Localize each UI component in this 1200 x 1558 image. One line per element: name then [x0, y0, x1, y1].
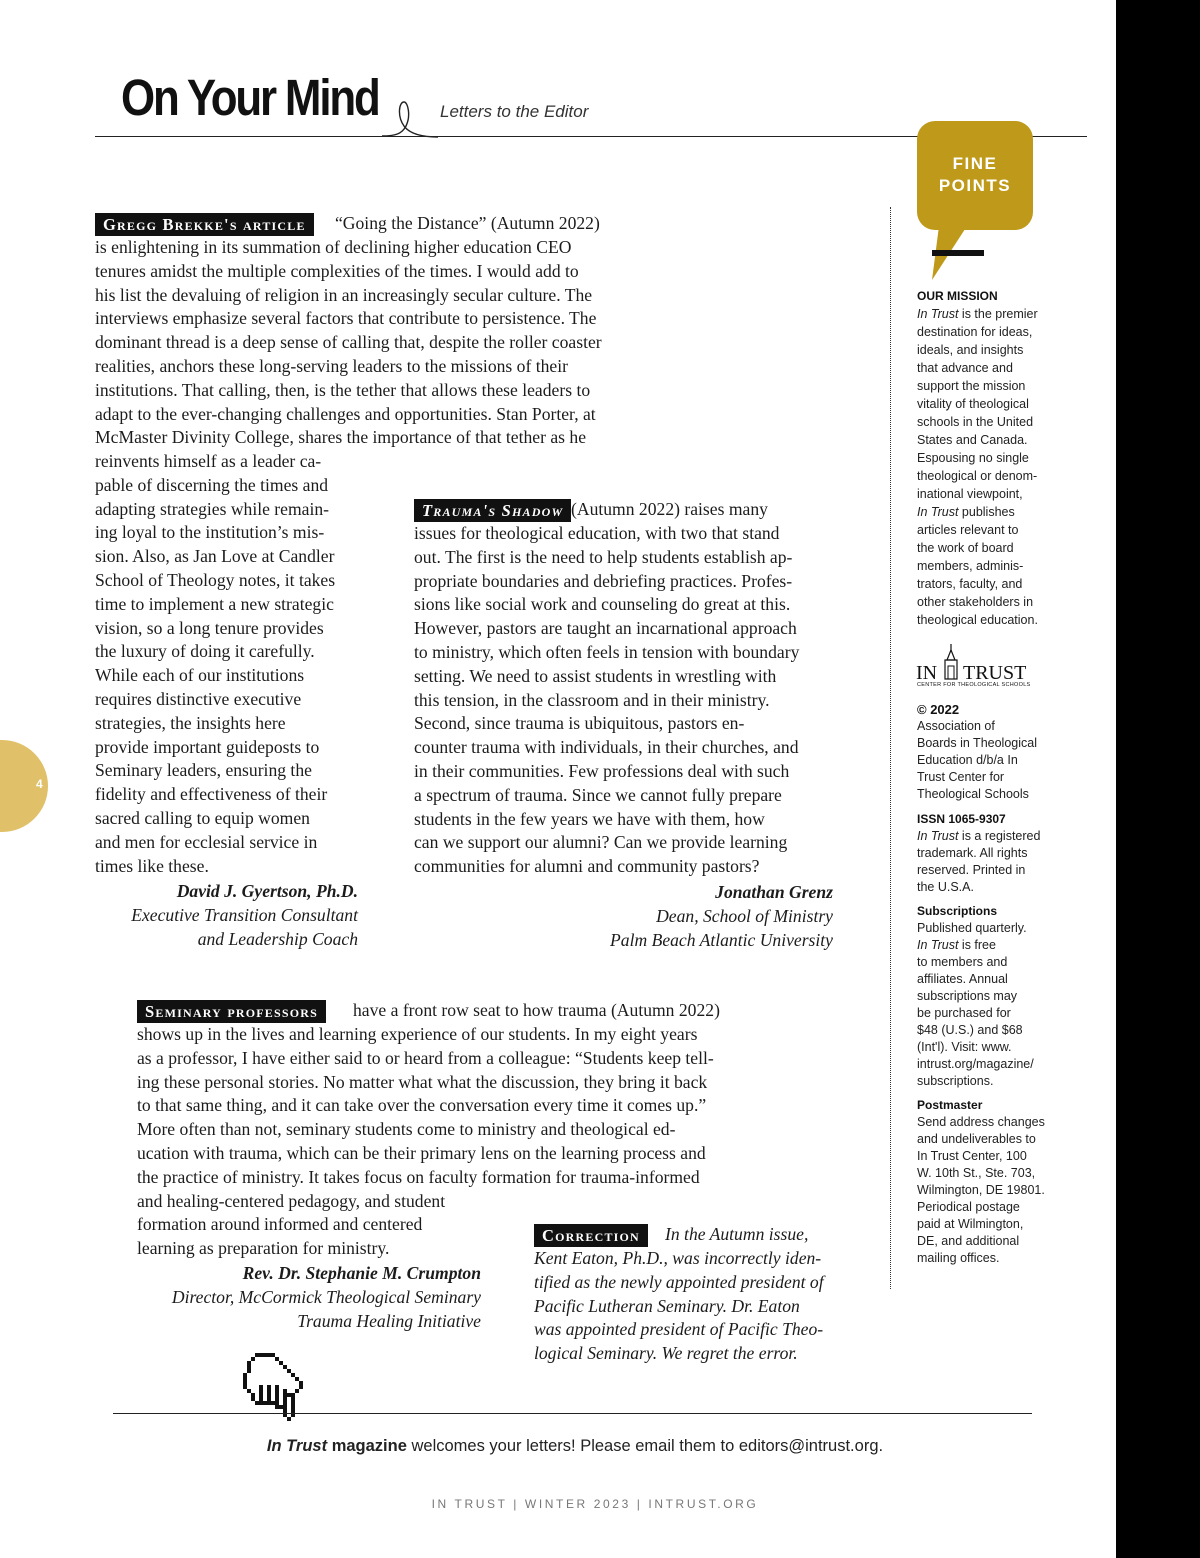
text-line: Second, since trauma is ubiquitous, pastors en-	[414, 713, 745, 734]
sidebar-line-text: States and Canada.	[917, 433, 1028, 447]
text-line: students in the few years we have with them, how	[414, 808, 765, 829]
sidebar-line-text: members, adminis-	[917, 559, 1024, 573]
sidebar-line	[917, 305, 1087, 323]
sidebar-line-text: (Int'l). Visit: www.	[917, 1040, 1012, 1054]
footer-magazine-word: magazine	[327, 1437, 407, 1455]
sidebar-line: paid at Wilmington,	[917, 1217, 1024, 1231]
text-line: in their communities. Few professions deal with such	[414, 761, 790, 781]
sidebar-line	[917, 323, 1087, 341]
sidebar-line-text: ideals, and insights	[917, 343, 1024, 357]
sidebar-line	[917, 575, 1087, 593]
sidebar-line-text: subscriptions.	[917, 1074, 994, 1088]
badge-underline	[932, 250, 984, 256]
text-line: pable of discerning the times and	[95, 474, 329, 495]
fine-points-label	[917, 153, 1033, 197]
signature-title-1: Dean, School of Ministry	[656, 906, 833, 926]
sidebar-line	[917, 413, 1087, 431]
correction-tag: Correction	[534, 1224, 648, 1247]
copyright-heading: © 2022	[917, 702, 960, 717]
text-line: dominant thread is a deep sense of calling that, despite the roller coaster	[95, 332, 602, 353]
running-footer: IN TRUST | WINTER 2023 | INTRUST.ORG	[431, 1497, 759, 1511]
sidebar-line	[917, 503, 1087, 521]
sidebar-line: Periodical postage	[917, 1200, 1020, 1214]
sidebar-line	[917, 1005, 1087, 1022]
signature-title-2: and Leadership Coach	[197, 929, 358, 949]
sidebar-line-text: trademark. All rights	[917, 846, 1028, 860]
sidebar-line	[917, 485, 1087, 503]
sidebar-line-text: theological or denom-	[917, 469, 1038, 483]
sidebar-line	[917, 377, 1087, 395]
sidebar-line: In Trust Center, 100	[917, 1149, 1027, 1163]
signature-name: Jonathan Grenz	[715, 882, 833, 902]
sidebar-line: Wilmington, DE 19801.	[917, 1183, 1045, 1197]
sidebar-line: Send address changes	[917, 1115, 1045, 1129]
text-line: requires distinctive executive	[95, 689, 302, 709]
logo-subtext: CENTER FOR THEOLOGICAL SCHOOLS	[917, 682, 1031, 688]
sidebar-line	[917, 611, 1087, 629]
text-line: times like these.	[95, 855, 209, 876]
sidebar-line-text: be purchased for	[917, 1006, 1011, 1020]
text-line: can we support our alumni? Can we provide learning	[414, 832, 788, 853]
sidebar-line-text: destination for ideas,	[917, 325, 1033, 339]
sidebar-line	[917, 920, 1087, 937]
sidebar-line	[917, 937, 1087, 954]
sidebar-line-text: to members and	[917, 955, 1008, 969]
letter-first-line: (Autumn 2022) raises many	[571, 499, 768, 519]
text-line: realities, anchors these long-serving leaders to the missions of their	[95, 356, 568, 376]
sidebar-line-text: support the mission	[917, 379, 1026, 393]
sidebar-line-text: publishes	[958, 505, 1015, 519]
text-line: logical Seminary. We regret the error.	[534, 1343, 798, 1364]
letter-tag: Gregg Brekke's article	[95, 213, 314, 236]
page-subtitle: Letters to the Editor	[440, 102, 589, 121]
sidebar-line	[917, 828, 1087, 845]
sidebar-line: Education d/b/a In	[917, 753, 1018, 767]
letter-tag: Seminary professors	[137, 1000, 326, 1023]
sidebar-line: DE, and additional	[917, 1234, 1020, 1248]
sidebar-line-text: articles relevant to	[917, 523, 1019, 537]
text-line: Seminary leaders, ensuring the	[95, 760, 312, 781]
text-line: sions like social work and counseling do great at this.	[414, 594, 791, 615]
footer-letters-invite	[0, 1437, 1150, 1456]
text-line: to that same thing, and it can take over the conversation every time it comes up.”	[137, 1095, 707, 1116]
sidebar-line-text: subscriptions may	[917, 989, 1018, 1003]
sidebar-line-italic: In Trust	[917, 938, 959, 952]
mission-heading: OUR MISSION	[917, 289, 998, 303]
signature-title-1: Executive Transition Consultant	[131, 905, 358, 925]
text-line: Kent Eaton, Ph.D., was incorrectly iden-	[534, 1248, 822, 1268]
sidebar-line-italic: In Trust	[917, 505, 959, 519]
sidebar-line	[917, 1022, 1087, 1039]
text-line: his list the devaluing of religion in an increasingly secular culture. The	[95, 284, 593, 305]
text-line: and men for ecclesial service in	[95, 831, 318, 852]
logo-trust-text: TRUST	[963, 662, 1027, 684]
text-line: Pacific Lutheran Seminary. Dr. Eaton	[534, 1295, 800, 1316]
sidebar-line-italic: In Trust	[917, 829, 959, 843]
sidebar-line-text: Published quarterly.	[917, 921, 1027, 935]
text-line: interviews emphasize several factors that contribute to persistence. The	[95, 308, 597, 329]
page-title: On Your Mind	[121, 69, 379, 126]
fine-points-line1: FINE	[952, 154, 998, 173]
sidebar-line-text: the U.S.A.	[917, 880, 974, 894]
text-line: strategies, the insights here	[95, 712, 286, 733]
correction-first-line: In the Autumn issue,	[665, 1224, 809, 1244]
sidebar-divider	[890, 207, 891, 1289]
sidebar-line	[917, 467, 1087, 485]
chapel-logo-icon	[938, 642, 964, 682]
text-line: adapting strategies while remain-	[95, 498, 330, 519]
page-number: 4	[36, 777, 43, 791]
text-line: counter trauma with individuals, in their churches, and	[414, 737, 799, 758]
sidebar-line-text: is the premier	[958, 307, 1038, 321]
sidebar-line: and undeliverables to	[917, 1132, 1036, 1146]
text-line: and healing-centered pedagogy, and student	[137, 1190, 446, 1211]
text-line: communities for alumni and community pastors?	[414, 856, 760, 877]
signature-name: David J. Gyertson, Ph.D.	[176, 881, 358, 901]
sidebar-line-text: is free	[958, 938, 996, 952]
sidebar-line	[917, 539, 1087, 557]
sidebar-line	[917, 521, 1087, 539]
sidebar-line	[917, 1056, 1087, 1073]
letter-first-line: “Going the Distance” (Autumn 2022)	[335, 213, 600, 233]
sidebar-line	[917, 449, 1087, 467]
sidebar-line-text: vitality of theological	[917, 397, 1029, 411]
text-line: reinvents himself as a leader ca-	[95, 451, 322, 471]
text-line: was appointed president of Pacific Theo-	[534, 1319, 824, 1340]
issn-text	[917, 828, 1087, 896]
sidebar-line	[917, 593, 1087, 611]
text-line: tenures amidst the multiple complexities of the times. I would add to	[95, 260, 579, 281]
subscriptions-heading: Subscriptions	[917, 904, 998, 918]
text-line: setting. We need to assist students in wrestling with	[414, 665, 777, 686]
sidebar-line: mailing offices.	[917, 1251, 1000, 1265]
text-line: formation around informed and centered	[137, 1214, 423, 1235]
postmaster-text	[917, 1114, 1087, 1267]
sidebar-line: W. 10th St., Ste. 703,	[917, 1166, 1036, 1180]
text-line: as a professor, I have either said to or heard from a colleague: “Students keep tell-	[137, 1047, 714, 1068]
text-line: fidelity and effectiveness of their	[95, 784, 328, 805]
text-line: provide important guideposts to	[95, 736, 320, 757]
text-line: issues for theological education, with two that stand	[414, 523, 780, 543]
sidebar-line	[917, 845, 1087, 862]
text-line: shows up in the lives and learning experience of our students. In my eight years	[137, 1024, 698, 1044]
sidebar-line-text: schools in the United	[917, 415, 1034, 429]
sidebar-line-text: affiliates. Annual	[917, 972, 1008, 986]
text-line: a spectrum of trauma. Since we cannot fully prepare	[414, 784, 782, 805]
text-line: learning as preparation for ministry.	[137, 1238, 390, 1259]
text-line: is enlightening in its summation of declining higher education CEO	[95, 237, 572, 257]
text-line: institutions. That calling, then, is the tether that allows these leaders to	[95, 379, 591, 400]
text-line: tified as the newly appointed president of	[534, 1271, 824, 1292]
text-line: sacred calling to equip women	[95, 808, 310, 828]
sidebar-line	[917, 862, 1087, 879]
sidebar-line: Association of	[917, 719, 995, 733]
sidebar-line	[917, 988, 1087, 1005]
sidebar-line: Boards in Theological	[917, 736, 1037, 750]
page-edge-bar	[1116, 0, 1200, 1558]
letter-tag: Trauma's Shadow	[414, 499, 571, 522]
footer-rule	[113, 1413, 1032, 1414]
text-line: However, pastors are taught an incarnational approach	[414, 618, 797, 639]
text-line: propriate boundaries and debriefing practices. Profes-	[414, 570, 793, 591]
sidebar-line	[917, 1073, 1087, 1090]
text-line: the practice of ministry. It takes focus on faculty formation for trauma-informed	[137, 1166, 700, 1187]
sidebar-line	[917, 341, 1087, 359]
text-line: While each of our institutions	[95, 665, 305, 686]
sidebar-line	[917, 557, 1087, 575]
sidebar-line: Trust Center for	[917, 770, 1005, 784]
subscriptions-text	[917, 920, 1087, 1090]
signature-name: Rev. Dr. Stephanie M. Crumpton	[242, 1263, 481, 1283]
sidebar-line	[917, 954, 1087, 971]
text-line: vision, so a long tenure provides	[95, 617, 324, 638]
sidebar-line-italic: In Trust	[917, 307, 959, 321]
sidebar-line-text: that advance and	[917, 361, 1013, 375]
sidebar-line-text: other stakeholders in	[917, 595, 1034, 609]
sidebar-line-text: trators, faculty, and	[917, 577, 1023, 591]
signature-title-2: Palm Beach Atlantic University	[610, 930, 833, 950]
sidebar-line	[917, 359, 1087, 377]
text-line: out. The first is the need to help students establish ap-	[414, 546, 793, 567]
signature-title-2: Trauma Healing Initiative	[297, 1311, 481, 1331]
sidebar-line-text: inational viewpoint,	[917, 487, 1023, 501]
letter-first-line: have a front row seat to how trauma (Autumn 2022)	[353, 1000, 720, 1020]
logo-in-text: IN	[916, 662, 938, 684]
text-line: adapt to the ever-changing challenges and opportunities. Stan Porter, at	[95, 403, 596, 424]
text-line: McMaster Divinity College, shares the importance of that tether as he	[95, 427, 587, 448]
sidebar-line	[917, 971, 1087, 988]
postmaster-heading: Postmaster	[917, 1098, 983, 1112]
sidebar-line-text: reserved. Printed in	[917, 863, 1026, 877]
text-line: School of Theology notes, it takes	[95, 570, 336, 590]
fine-points-line2: POINTS	[938, 176, 1012, 195]
sidebar-line	[917, 431, 1087, 449]
issn-heading: ISSN 1065-9307	[917, 812, 1006, 826]
sidebar-line	[917, 1039, 1087, 1056]
sidebar-line: Theological Schools	[917, 787, 1029, 801]
loop-decoration-icon	[380, 96, 440, 141]
text-line: ing loyal to the institution’s mis-	[95, 522, 325, 543]
sidebar-line-text: theological education.	[917, 613, 1038, 627]
mission-text	[917, 305, 1087, 629]
text-line: ing these personal stories. No matter what what the discussion, they bring it back	[137, 1071, 708, 1092]
footer-message: welcomes your letters! Please email them to editors@intrust.org.	[406, 1437, 884, 1455]
sidebar-line-text: is a registered	[958, 829, 1041, 843]
sidebar-line	[917, 879, 1087, 896]
copyright-text	[917, 718, 1087, 803]
text-line: time to implement a new strategic	[95, 593, 334, 614]
text-line: to ministry, which often feels in tension with boundary	[414, 642, 800, 662]
sidebar-line	[917, 395, 1087, 413]
signature-title-1: Director, McCormick Theological Seminary	[171, 1287, 481, 1307]
text-line: this tension, in the classroom and in their ministry.	[414, 689, 770, 710]
sidebar-line-text: Espousing no single	[917, 451, 1029, 465]
text-line: More often than not, seminary students come to ministry and theological ed-	[137, 1119, 676, 1140]
text-line: ucation with trauma, which can be their primary lens on the learning process and	[137, 1143, 706, 1163]
sidebar-line-text: the work of board	[917, 541, 1014, 555]
footer-magazine-name: In Trust	[266, 1437, 328, 1455]
text-line: the luxury of doing it carefully.	[95, 641, 315, 662]
text-line: sion. Also, as Jan Love at Candler	[95, 546, 335, 567]
sidebar-line-text: intrust.org/magazine/	[917, 1057, 1034, 1071]
sidebar-line-text: $48 (U.S.) and $68	[917, 1023, 1023, 1037]
pointing-hand-icon	[243, 1353, 311, 1425]
